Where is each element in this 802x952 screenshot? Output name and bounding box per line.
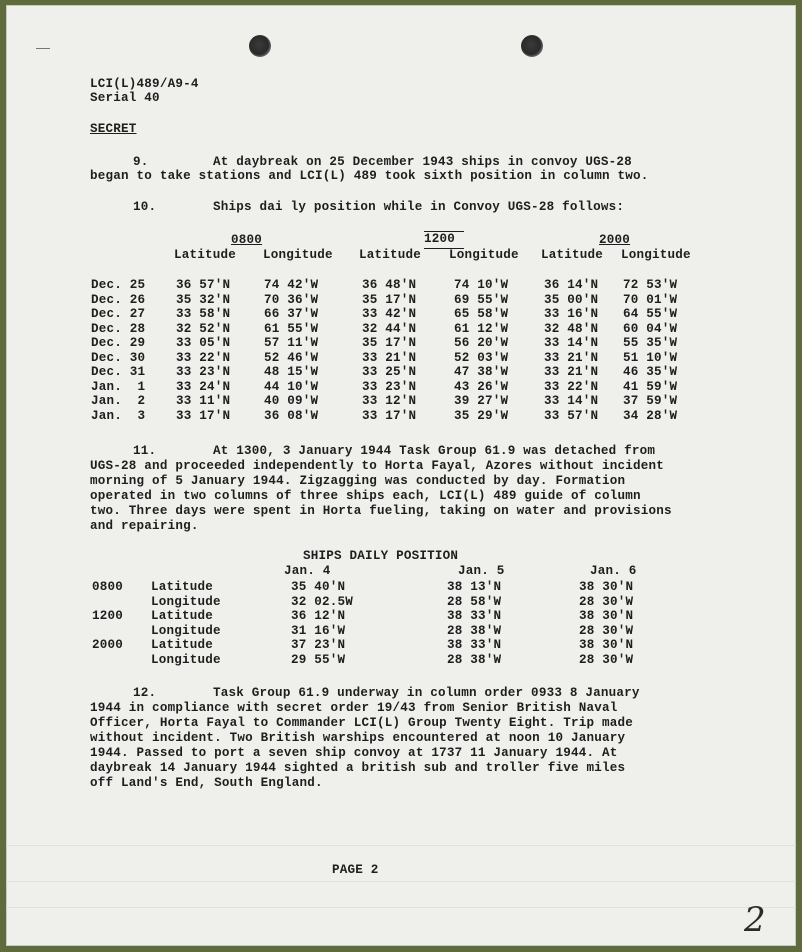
para11-line: At 1300, 3 January 1944 Task Group 61.9 was detached from — [213, 444, 656, 458]
position-cell: 33 57'N — [544, 408, 599, 423]
position-cell: 36 08'W — [264, 408, 319, 423]
position-cell: 35 32'N — [176, 292, 231, 307]
position-cell: 33 23'N — [176, 365, 231, 379]
row-label: Longitude — [151, 652, 221, 667]
position-cell: 56 20'W — [454, 336, 509, 350]
fold-line — [6, 881, 796, 882]
position-cell: 74 10'W — [454, 278, 509, 292]
column-header: Latitude — [541, 248, 604, 262]
position-cell: 28 30'W — [579, 652, 634, 667]
position-cell: 33 11'N — [176, 394, 231, 408]
position-cell: 38 30'N — [579, 580, 634, 594]
punch-hole — [521, 35, 543, 57]
position-cell: 69 55'W — [454, 292, 509, 307]
position-cell: 61 12'W — [454, 321, 509, 336]
position-cell: 60 04'W — [623, 321, 678, 336]
position-cell: 44 10'W — [264, 379, 319, 394]
row-date: Dec. 28 — [91, 321, 146, 336]
position-cell: 33 14'N — [544, 394, 599, 408]
para11-number: 11. — [133, 444, 157, 458]
position-cell: 35 00'N — [544, 292, 599, 307]
para12-number: 12. — [133, 686, 157, 700]
position-cell: 33 21'N — [544, 350, 599, 365]
row-date: Dec. 31 — [91, 365, 146, 379]
position-cell: 37 59'W — [623, 394, 678, 408]
para11-line: two. Three days were spent in Horta fueling, taking on water and provisions — [90, 504, 672, 518]
position-cell: 37 23'N — [291, 638, 346, 652]
position-cell: 31 16'W — [291, 623, 346, 638]
row-label: Longitude — [151, 623, 221, 638]
para12-line: daybreak 14 January 1944 sighted a british sub and troller five miles — [90, 761, 626, 775]
date-header: Jan. 5 — [458, 564, 505, 578]
position-cell: 33 17'N — [176, 408, 231, 423]
file-code: LCI(L)489/A9-4 — [90, 77, 199, 91]
row-label: Latitude — [151, 580, 214, 594]
position-cell: 72 53'W — [623, 278, 678, 292]
position-cell: 52 46'W — [264, 350, 319, 365]
row-date: Dec. 30 — [91, 350, 146, 365]
row-date: Jan. 3 — [91, 408, 146, 423]
position-cell: 40 09'W — [264, 394, 319, 408]
row-date: Dec. 25 — [91, 278, 146, 292]
position-cell: 38 30'N — [579, 638, 634, 652]
position-cell: 33 22'N — [176, 350, 231, 365]
para10-number: 10. — [133, 200, 157, 214]
position-cell: 39 27'W — [454, 394, 509, 408]
position-cell: 33 17'N — [362, 408, 417, 423]
position-cell: 41 59'W — [623, 379, 678, 394]
position-cell: 28 58'W — [447, 594, 502, 609]
para11-line: morning of 5 January 1944. Zigzagging was conducted by day. Formation — [90, 474, 626, 488]
para12-line: 1944 in compliance with secret order 19/43 from Senior British Naval — [90, 701, 618, 715]
para9-line: At daybreak on 25 December 1943 ships in convoy UGS-28 — [213, 155, 632, 169]
position-cell: 32 44'N — [362, 321, 417, 336]
classification-label: SECRET — [90, 122, 137, 136]
position-cell: 66 37'W — [264, 307, 319, 321]
position-cell: 29 55'W — [291, 652, 346, 667]
daily-table-title: SHIPS DAILY POSITION — [303, 549, 459, 563]
fold-line — [6, 907, 796, 908]
position-cell: 36 14'N — [544, 278, 599, 292]
row-label: Longitude — [151, 594, 221, 609]
position-cell: 70 01'W — [623, 292, 678, 307]
para9-line: began to take stations and LCI(L) 489 took sixth position in column two. — [90, 169, 649, 183]
position-cell: 33 58'N — [176, 307, 231, 321]
serial-number: Serial 40 — [90, 91, 160, 105]
column-header: Longitude — [621, 248, 691, 262]
row-date: Jan. 2 — [91, 394, 146, 408]
date-header: Jan. 6 — [590, 564, 637, 578]
para11-line: and repairing. — [90, 519, 199, 533]
position-cell: 36 48'N — [362, 278, 417, 292]
position-cell: 64 55'W — [623, 307, 678, 321]
document-page — [6, 5, 796, 946]
position-cell: 28 38'W — [447, 623, 502, 638]
position-cell: 61 55'W — [264, 321, 319, 336]
row-date: Jan. 1 — [91, 379, 146, 394]
time-header-0800: 0800 — [231, 233, 263, 247]
para11-line: operated in two columns of three ships each, LCI(L) 489 guide of column — [90, 489, 641, 503]
position-cell: 33 14'N — [544, 336, 599, 350]
column-header: Latitude — [359, 248, 422, 262]
position-cell: 43 26'W — [454, 379, 509, 394]
position-cell: 38 30'N — [579, 609, 634, 623]
position-cell: 32 52'N — [176, 321, 231, 336]
row-date: Dec. 29 — [91, 336, 146, 350]
position-cell: 28 38'W — [447, 652, 502, 667]
position-cell: 52 03'W — [454, 350, 509, 365]
para10-text: Ships dai ly position while in Convoy UGS-28 follows: — [213, 200, 625, 214]
position-cell: 33 21'N — [544, 365, 599, 379]
position-cell: 65 58'W — [454, 307, 509, 321]
handwritten-page-number: 2 — [744, 900, 766, 940]
row-date: Dec. 26 — [91, 292, 146, 307]
para11-line: UGS-28 and proceeded independently to Horta Fayal, Azores without incident — [90, 459, 665, 473]
para9-number: 9. — [133, 155, 149, 169]
position-cell: 70 36'W — [264, 292, 319, 307]
position-cell: 33 12'N — [362, 394, 417, 408]
position-cell: 34 28'W — [623, 408, 678, 423]
para12-line: without incident. Two British warships encountered at noon 10 January — [90, 731, 626, 745]
position-cell: 46 35'W — [623, 365, 678, 379]
row-time: 2000 — [92, 638, 124, 652]
position-cell: 51 10'W — [623, 350, 678, 365]
fold-line — [6, 845, 796, 846]
para12-line: Task Group 61.9 underway in column order 0933 8 January — [213, 686, 640, 700]
date-header: Jan. 4 — [284, 564, 331, 578]
position-cell: 32 48'N — [544, 321, 599, 336]
position-cell: 33 23'N — [362, 379, 417, 394]
punch-hole — [249, 35, 271, 57]
position-cell: 38 13'N — [447, 580, 502, 594]
position-cell: 35 17'N — [362, 292, 417, 307]
column-header: Longitude — [263, 248, 333, 262]
position-cell: 35 40'N — [291, 580, 346, 594]
row-date: Dec. 27 — [91, 307, 146, 321]
page-number: PAGE 2 — [332, 863, 379, 877]
time-header-2000: 2000 — [599, 233, 631, 247]
row-label: Latitude — [151, 609, 214, 623]
position-cell: 33 24'N — [176, 379, 231, 394]
position-cell: 32 02.5W — [291, 594, 354, 609]
column-header: Latitude — [174, 248, 237, 262]
position-cell: 28 30'W — [579, 623, 634, 638]
position-cell: 38 33'N — [447, 609, 502, 623]
position-cell: 33 21'N — [362, 350, 417, 365]
position-cell: 33 42'N — [362, 307, 417, 321]
position-cell: 55 35'W — [623, 336, 678, 350]
position-cell: 28 30'W — [579, 594, 634, 609]
time-header-1200: 1200 — [424, 231, 464, 246]
position-cell: 33 25'N — [362, 365, 417, 379]
column-header: Longitude — [449, 248, 519, 262]
position-cell: 38 33'N — [447, 638, 502, 652]
position-cell: 48 15'W — [264, 365, 319, 379]
position-cell: 33 16'N — [544, 307, 599, 321]
para12-line: Officer, Horta Fayal to Commander LCI(L) Group Twenty Eight. Trip made — [90, 716, 634, 730]
row-label: Latitude — [151, 638, 214, 652]
position-cell: 74 42'W — [264, 278, 319, 292]
row-time: 0800 — [92, 580, 124, 594]
position-cell: 57 11'W — [264, 336, 319, 350]
position-cell: 33 05'N — [176, 336, 231, 350]
position-cell: 47 38'W — [454, 365, 509, 379]
position-cell: 35 29'W — [454, 408, 509, 423]
scan-mark — [36, 48, 50, 49]
position-cell: 36 12'N — [291, 609, 346, 623]
position-cell: 35 17'N — [362, 336, 417, 350]
position-cell: 36 57'N — [176, 278, 231, 292]
position-cell: 33 22'N — [544, 379, 599, 394]
para12-line: 1944. Passed to port a seven ship convoy at 1737 11 January 1944. At — [90, 746, 618, 760]
row-time: 1200 — [92, 609, 124, 623]
para12-line: off Land's End, South England. — [90, 776, 323, 790]
